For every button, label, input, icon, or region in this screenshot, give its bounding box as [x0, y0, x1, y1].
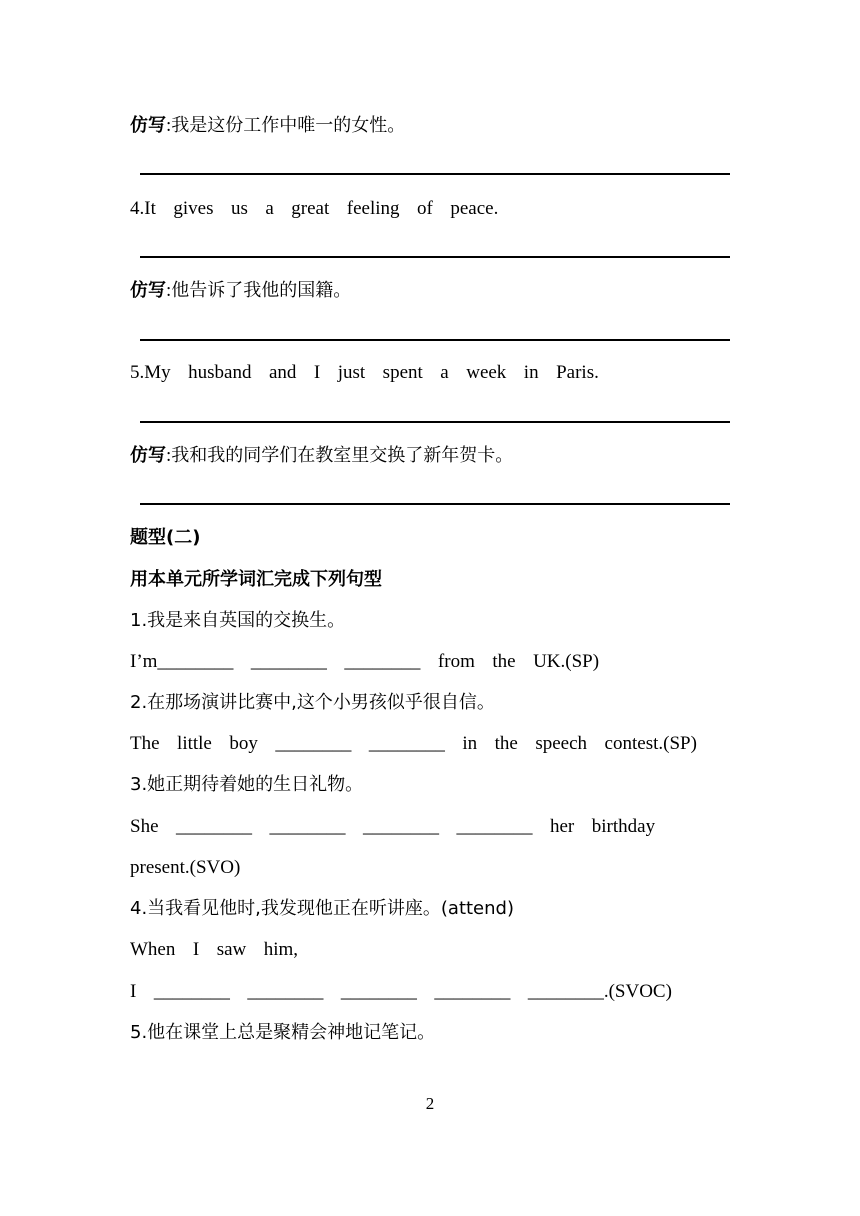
question-4-english-line2: I ________ ________ ________ ________ ________.(SVOC) [130, 981, 672, 1002]
answer-line [140, 421, 730, 423]
question-5-chinese: 5.他在课堂上总是聚精会神地记笔记。 [130, 1022, 436, 1043]
question-3-english-line1: She ________ ________ ________ ________ her birthday [130, 816, 656, 837]
section-instruction: 用本单元所学词汇完成下列句型 [130, 569, 382, 590]
imitate-label: 仿写 [130, 280, 166, 301]
question-2-english: The little boy ________ ________ in the speech contest.(SP) [130, 733, 697, 754]
question-4-chinese: 4.当我看见他时,我发现他正在听讲座。(attend) [130, 898, 514, 919]
imitate-line-5: 仿写:我和我的同学们在教室里交换了新年贺卡。 [130, 445, 514, 466]
answer-line [140, 503, 730, 505]
question-3-chinese: 3.她正期待着她的生日礼物。 [130, 774, 364, 795]
question-2-chinese: 2.在那场演讲比赛中,这个小男孩似乎很自信。 [130, 692, 495, 713]
answer-line [140, 256, 730, 258]
imitate-label: 仿写 [130, 445, 166, 466]
question-1-chinese: 1.我是来自英国的交换生。 [130, 610, 346, 631]
sentence-item-4: 4.It gives us a great feeling of peace. [130, 198, 499, 219]
section-heading: 题型(二) [130, 527, 201, 548]
imitate-label: 仿写 [130, 115, 166, 136]
question-3-english-line2: present.(SVO) [130, 857, 241, 878]
question-4-english-line1: When I saw him, [130, 939, 299, 960]
imitate-text: 我和我的同学们在教室里交换了新年贺卡。 [171, 445, 514, 466]
answer-line [140, 173, 730, 175]
page-number: 2 [425, 1094, 435, 1113]
imitate-text: 他告诉了我他的国籍。 [171, 280, 352, 301]
question-1-english: I’m________ ________ ________ from the UK.(SP) [130, 651, 600, 672]
sentence-item-5: 5.My husband and I just spent a week in Paris. [130, 362, 599, 383]
imitate-text: 我是这份工作中唯一的女性。 [171, 115, 406, 136]
answer-line [140, 339, 730, 341]
imitate-line-4: 仿写:他告诉了我他的国籍。 [130, 280, 352, 301]
imitate-line-3: 仿写:我是这份工作中唯一的女性。 [130, 115, 406, 136]
